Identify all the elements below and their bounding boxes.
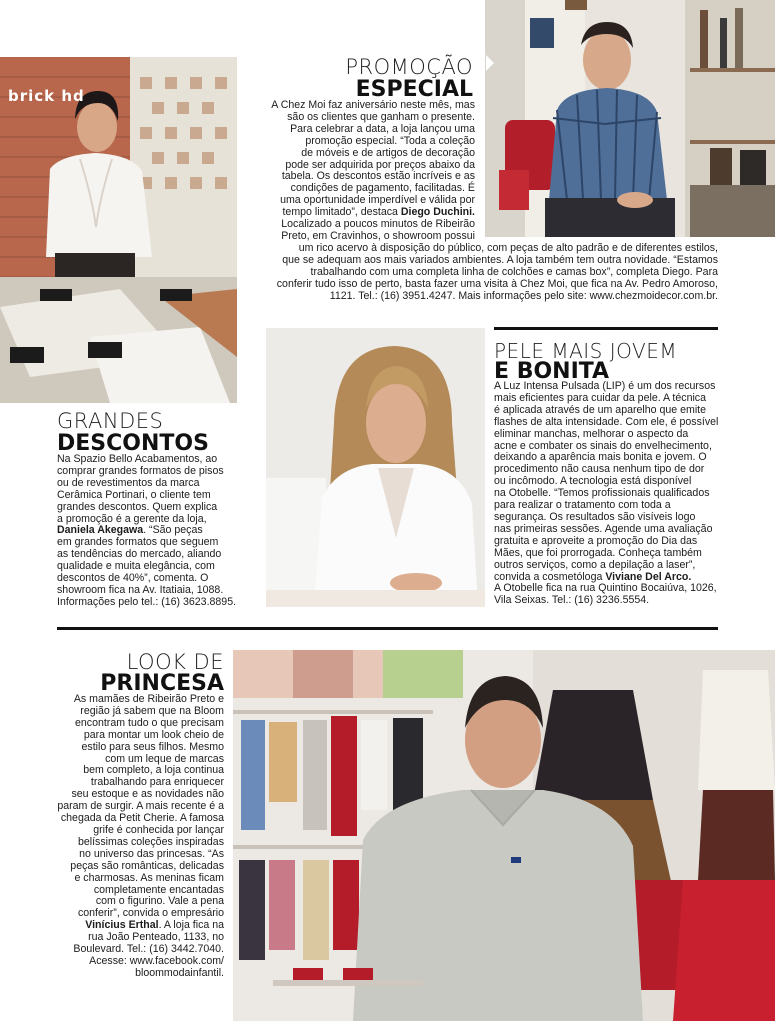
text-line: bloommodainfantil.: [135, 966, 224, 979]
text-line: em grandes formatos que seguem: [57, 536, 219, 549]
text-line: A Luz Intensa Pulsada (LIP) é um dos recursos: [494, 380, 716, 392]
text-line: com um leque de marcas: [105, 752, 224, 765]
text-line: seu estoque e as novidades não: [71, 788, 224, 801]
text-line: para realizar o tratamento com toda a: [494, 499, 671, 512]
text-line: peças são românticas, delicadas: [70, 859, 224, 872]
person-name: Vinícius Erthal: [85, 919, 159, 932]
text-line: conferir”, convida o empresário: [77, 907, 224, 920]
text-line: Cerâmica Portinari, o cliente tem: [57, 488, 211, 501]
text-line: gratuita e aproveite a promoção do Dia das: [494, 534, 698, 547]
text-line: é aplicada através de um aparelho que emite: [494, 403, 707, 416]
look-title-bold: PRINCESA: [100, 671, 224, 696]
grandes-title-bold: DESCONTOS: [57, 431, 209, 456]
text-line: no universo das princesas. “As: [79, 847, 224, 860]
text-line: grife é conhecida por lançar: [93, 823, 224, 836]
text-line: ou de revestimentos da marca: [57, 476, 200, 489]
text-line: grandes descontos. Quem explica: [57, 500, 218, 513]
text-line: conferir tudo isso de perto, basta fazer uma visita à Chez Moi, que fica na Av. Pedro Amoroso,: [276, 277, 718, 290]
text-line: descontos de 40%”, comenta. O: [57, 572, 209, 585]
text-line: nas primeiras sessões. Agende uma avaliação: [494, 522, 713, 535]
text-line: trabalhando para enriquecer: [90, 776, 224, 789]
text-line: promoção especial. “Toda a coleção: [305, 134, 475, 147]
spazio-bello-photo: [0, 57, 237, 403]
bloom-store-photo: [233, 650, 775, 1021]
text-line: A Chez Moi faz aniversário neste mês, mas: [271, 99, 475, 111]
text-line: Na Spazio Bello Acabamentos, ao: [57, 453, 218, 465]
text-line: ou incômodo. A tecnologia está disponível: [494, 475, 692, 488]
text-line: tempo limitado”, destaca Diego Duchini.: [282, 206, 475, 219]
pele-top-rule: [494, 327, 718, 330]
text-line: Localizado a poucos minutos de Ribeirão: [281, 218, 475, 231]
text-line: qualidade e muita elegância, com: [57, 560, 215, 573]
text-line: região já sabem que na Bloom: [80, 704, 224, 717]
text-line: que se adequam aos mais variados ambientes. A loja também tem outra novidade. “Estamos: [282, 253, 718, 266]
text-line: deixando a aparência mais bonita e jovem. O: [494, 451, 707, 464]
section-divider: [57, 627, 718, 630]
text-line: Para celebrar a data, a loja lançou uma: [290, 122, 475, 135]
text-line: de móveis e de artigos de decoração: [301, 146, 475, 159]
text-line: completamente encantadas: [93, 883, 224, 896]
text-line: rua João Penteado, 1133, no: [88, 931, 224, 944]
otobelle-photo: [266, 328, 485, 607]
text-line: 1121. Tel.: (16) 3951.4247. Mais informações pelo site: www.chezmoidecor.com.br.: [329, 289, 718, 302]
text-line: para montar um look cheio de: [83, 728, 224, 741]
text-line: encontram tudo o que precisam: [75, 716, 224, 729]
text-line: comprar grandes formatos de pisos: [57, 464, 224, 477]
text-line: e charmosas. As meninas ficam: [74, 871, 224, 884]
look-title-light: LOOK DE: [126, 650, 224, 674]
text-line: a promoção é a gerente da loja,: [57, 512, 207, 525]
text-line: uma oportunidade imperdível e válida por: [280, 194, 475, 207]
look-body: [40, 694, 224, 980]
text-line: condições de pagamento, facilitadas. É: [290, 182, 475, 195]
text-line: um rico acervo à disposição do público, com peças de alto padrão e de diferentes estilos,: [298, 242, 718, 254]
text-line: param de surgir. A mais recente é a: [57, 800, 224, 813]
text-line: segurança. Os resultados são visíveis logo: [494, 510, 696, 523]
text-line: procedimento não causa nenhum tipo de dor: [494, 463, 705, 476]
text-line: trabalhando com uma completa linha de colchões e camas box”, completa Diego. Para: [310, 265, 718, 278]
text-line: belíssimas coleções inspiradas: [77, 835, 224, 848]
text-line: outros serviços, como a depilação a laser”,: [494, 558, 696, 571]
text-line: tabela. Os descontos estão incríveis e as: [281, 170, 475, 183]
chez-moi-photo: [485, 0, 775, 237]
text-line: flashes de alta intensidade. Com ele, é possível: [494, 415, 719, 428]
text-line: Mães, que foi prorrogada. Conheça também: [494, 546, 702, 559]
grandes-title-light: GRANDES: [57, 409, 164, 433]
pele-title-light: PELE MAIS JOVEM: [494, 339, 678, 363]
text-line: eliminar manchas, melhorar o aspecto da: [494, 427, 689, 440]
promocao-arrow-marker: [486, 55, 494, 71]
text-line: estilo para seus filhos. Mesmo: [81, 740, 224, 753]
brick-hd-sign: brick hd: [8, 87, 85, 105]
text-line: acne e combater os sinais do envelhecimento,: [494, 439, 712, 452]
person-name: Daniela Akegawa: [57, 524, 144, 537]
text-line: showroom fica na Av. Itatiaia, 1088.: [57, 583, 224, 596]
text-line: Vinícius Erthal. A loja fica na: [85, 919, 224, 932]
text-line: Acesse: www.facebook.com/: [89, 954, 224, 967]
person-name: Viviane Del Arco.: [605, 570, 692, 583]
text-line: as tendências do mercado, aliando: [57, 548, 222, 561]
promocao-title-bold: ESPECIAL: [355, 77, 473, 102]
text-line: Preto, em Cravinhos, o showroom possui: [281, 229, 475, 242]
text-line: chegada da Petit Cherie. A famosa: [60, 812, 224, 825]
text-line: com o figurino. Vale a pena: [95, 895, 224, 908]
text-line: Vila Seixas. Tel.: (16) 3236.5554.: [494, 594, 650, 607]
promocao-body-wide: [240, 243, 718, 303]
pele-title-bold: E BONITA: [494, 359, 610, 384]
text-line: bem completo, a loja continua: [83, 764, 224, 777]
text-line: Daniela Akegawa. “São peças: [57, 524, 203, 537]
promocao-title-light: PROMOÇÃO: [345, 55, 473, 79]
text-line: mais eficientes para cuidar da pele. A técnica: [494, 391, 706, 404]
text-line: Boulevard. Tel.: (16) 3442.7040.: [73, 943, 224, 956]
pele-body: [494, 381, 734, 607]
text-line: pode ser adquirida por preços abaixo da: [285, 158, 475, 171]
grandes-body: [57, 454, 247, 609]
text-line: Informações pelo tel.: (16) 3623.8895.: [57, 595, 237, 608]
text-line: na Otobelle. “Temos profissionais qualificados: [494, 487, 710, 500]
person-name: Diego Duchini.: [400, 206, 475, 219]
promocao-body: [240, 100, 475, 243]
text-line: A Otobelle fica na rua Quintino Bocaiúva, 1026,: [494, 582, 717, 595]
text-line: são os clientes que ganham o presente.: [287, 110, 475, 123]
text-line: convida a cosmetóloga Viviane Del Arco.: [494, 570, 692, 583]
text-line: As mamães de Ribeirão Preto e: [73, 693, 224, 705]
